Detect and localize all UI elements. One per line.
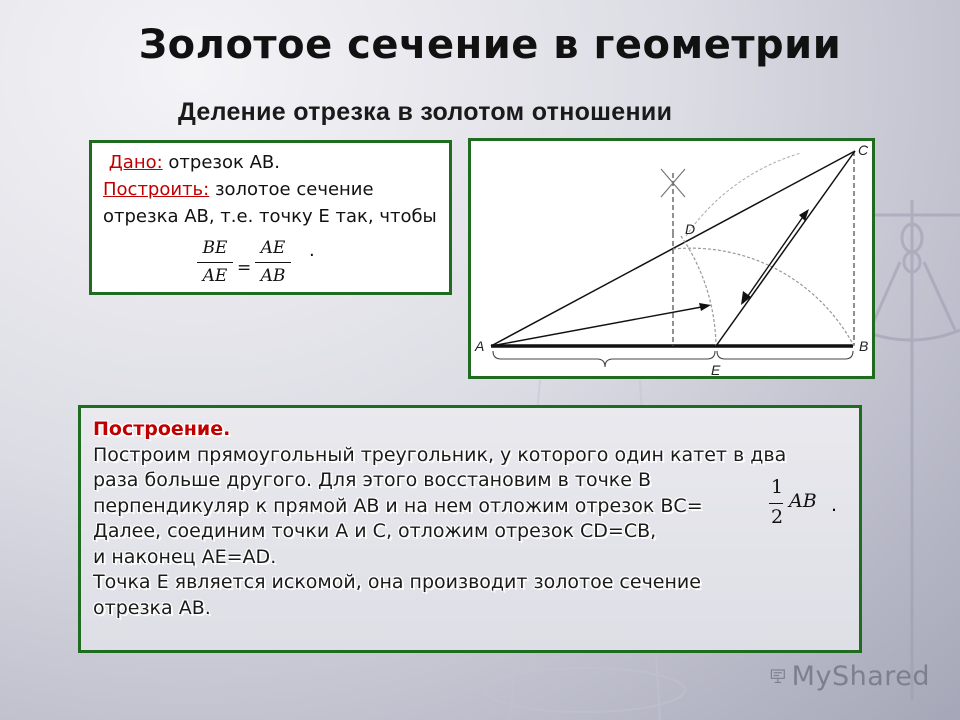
formula-period: .	[309, 240, 315, 261]
fraction-denominator: AB	[260, 266, 286, 286]
construction-box	[78, 405, 862, 653]
construction-line: отрезка АВ.	[93, 596, 211, 619]
logo-text: MyShared	[791, 660, 930, 692]
fraction-denominator: AE	[202, 266, 228, 286]
construction-line: Точка Е является искомой, она производит золотое сечение	[93, 571, 701, 593]
construction-line: раза больше другого. Для этого восстановим в точке В	[93, 469, 652, 491]
fraction-denominator: 2	[771, 506, 784, 528]
arc-ad-ae	[681, 236, 716, 346]
arrow-ad	[491, 306, 707, 346]
fraction-expression: AB	[789, 490, 817, 512]
given-description: отрезок АВ.	[162, 152, 280, 173]
point-a-label: A	[475, 338, 485, 354]
construction-heading: Построение.	[93, 418, 231, 440]
given-box	[89, 140, 452, 295]
presentation-board-icon	[770, 660, 786, 692]
formula-period: .	[831, 494, 838, 516]
construction-line: Построим прямоугольный треугольник, у которого один катет в два	[93, 443, 787, 466]
brace-ae	[493, 351, 715, 367]
fraction-ae-ab	[255, 238, 291, 288]
build-label: Построить:	[103, 179, 210, 200]
build-description: золотое сечение отрезка АВ, т.е. точку Е так, чтобы	[103, 179, 437, 227]
given-label: Дано:	[108, 152, 163, 173]
myshared-logo	[770, 656, 930, 696]
point-c-label: C	[858, 142, 869, 158]
point-e-label: E	[711, 362, 721, 376]
point-d-label: D	[685, 221, 696, 237]
slide-subtitle: Деление отрезка в золотом отношении	[178, 98, 673, 126]
construction-diagram	[471, 141, 872, 376]
slide-title: Золотое сечение в геометрии	[138, 22, 842, 68]
construction-diagram-frame	[468, 138, 875, 379]
construction-line: и наконец АЕ=AD.	[93, 545, 277, 568]
given-text	[103, 149, 448, 230]
arc-upper	[686, 153, 801, 236]
brace-eb	[717, 351, 853, 359]
construction-line: Далее, соединим точки А и С, отложим отрезок CD=CB,	[93, 520, 657, 542]
arrowhead-ad	[699, 303, 711, 311]
fraction-numerator: 1	[771, 476, 784, 498]
fraction-numerator: BE	[202, 238, 228, 258]
construction-text	[93, 417, 853, 621]
arc-cd-cb	[673, 248, 854, 346]
fraction-numerator: AE	[260, 238, 286, 258]
equals-sign: =	[237, 258, 252, 278]
point-b-label: B	[859, 338, 869, 354]
construction-line: перпендикуляр к прямой АВ и на нем отложим отрезок ВС=	[93, 494, 703, 517]
fraction-be-ae	[197, 238, 233, 288]
arrow-measure	[743, 211, 807, 303]
